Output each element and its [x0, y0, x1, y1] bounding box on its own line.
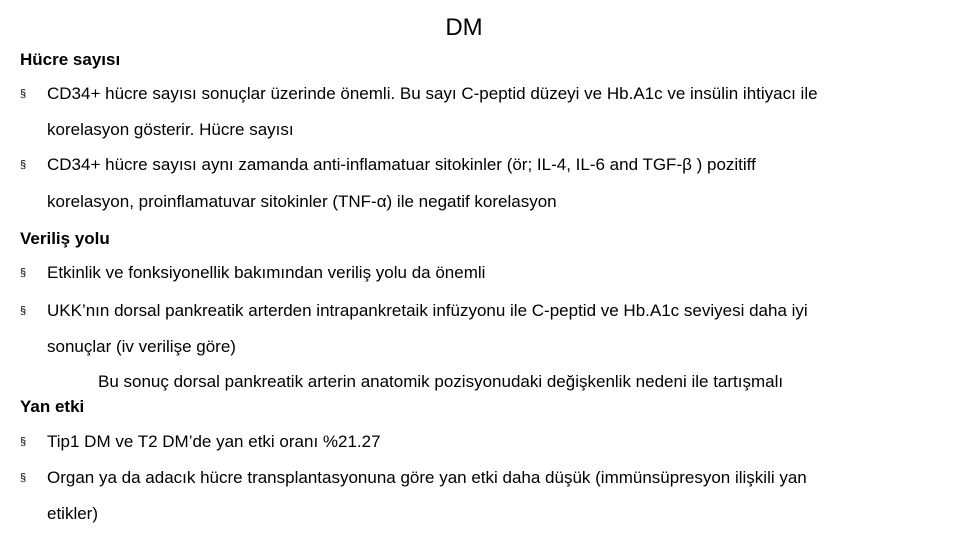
section-heading-hucre-sayisi: Hücre sayısı: [20, 50, 121, 69]
bullet-text-line: sonuçlar (iv verilişe göre): [47, 337, 236, 356]
bullet-marker-icon: §: [20, 88, 27, 100]
bullet-text-line: CD34+ hücre sayısı aynı zamanda anti-inflamatuar sitokinler (ör; IL-4, IL-6 and TGF-β ) pozitiff: [47, 155, 756, 174]
bullet-marker-icon: §: [20, 305, 27, 317]
bullet-text-line: Tip1 DM ve T2 DM’de yan etki oranı %21.27: [47, 432, 381, 451]
bullet-text-line: korelasyon, proinflamatuvar sitokinler (TNF-α) ile negatif korelasyon: [47, 192, 557, 211]
section-heading-yan-etki: Yan etki: [20, 397, 85, 416]
slide-title: DM: [445, 14, 483, 41]
bullet-marker-icon: §: [20, 159, 27, 171]
bullet-marker-icon: §: [20, 472, 27, 484]
bullet-text-line: korelasyon gösterir. Hücre sayısı: [47, 120, 294, 139]
section-heading-verilis-yolu: Veriliş yolu: [20, 229, 110, 248]
bullet-text-line: Etkinlik ve fonksiyonellik bakımından veriliş yolu da önemli: [47, 263, 486, 282]
verilis-note: Bu sonuç dorsal pankreatik arterin anatomik pozisyonudaki değişkenlik nedeni ile tartışmalı: [98, 372, 784, 391]
bullet-text-line: Organ ya da adacık hücre transplantasyonuna göre yan etki daha düşük (immünsüpresyon ilişkili yan: [47, 468, 807, 487]
bullet-text-line: CD34+ hücre sayısı sonuçlar üzerinde önemli. Bu sayı C-peptid düzeyi ve Hb.A1c ve insülin ihtiyacı ile: [47, 84, 818, 103]
bullet-marker-icon: §: [20, 267, 27, 279]
bullet-text-line: UKK’nın dorsal pankreatik arterden intrapankretaik infüzyonu ile C-peptid ve Hb.A1c seviyesi daha iyi: [47, 301, 808, 320]
bullet-text-line: etikler): [47, 504, 99, 523]
bullet-marker-icon: §: [20, 436, 27, 448]
